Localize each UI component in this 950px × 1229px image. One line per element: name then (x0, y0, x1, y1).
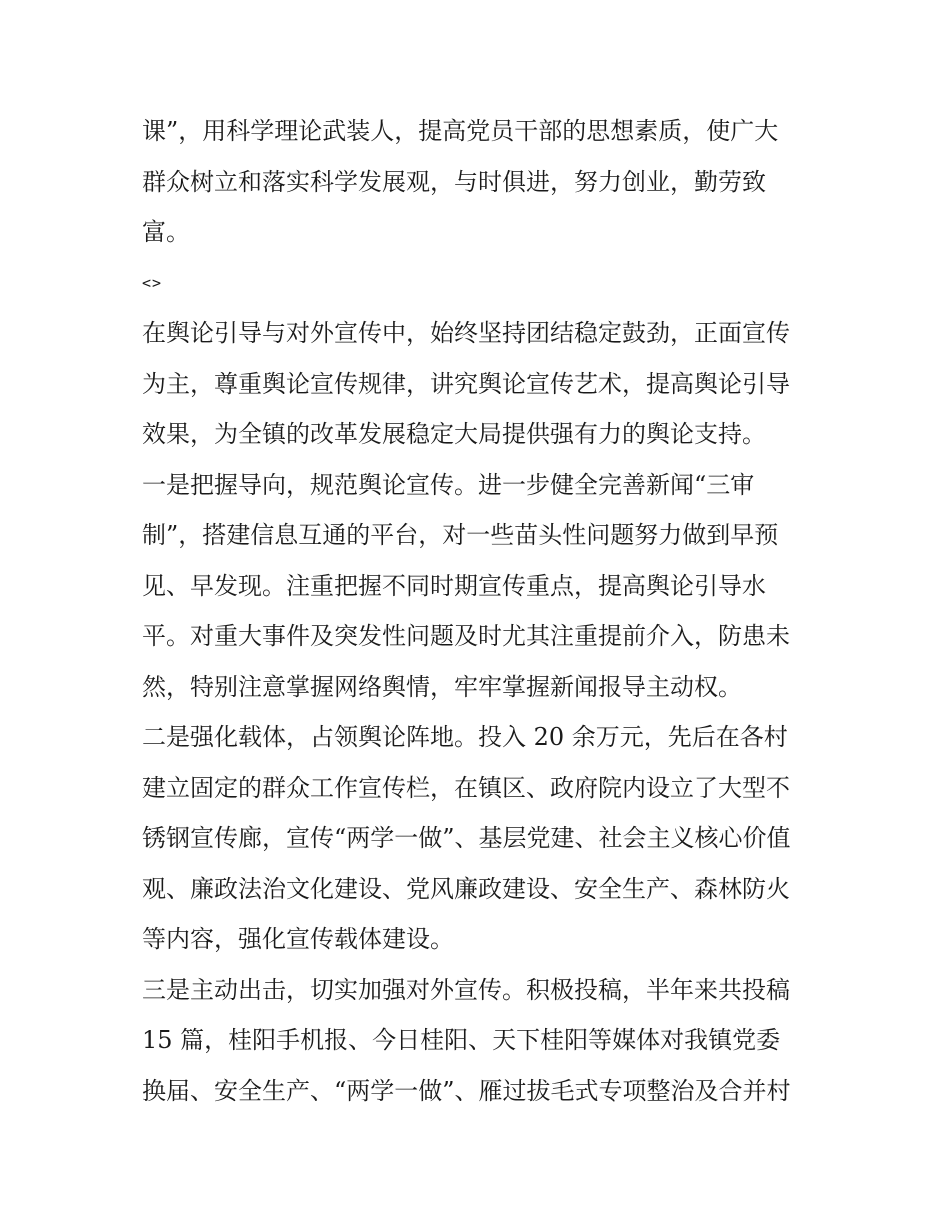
text-line: 富。 (142, 218, 190, 246)
text-line: 平。对重大事件及突发性问题及时尤其注重提前介入，防患未 (142, 622, 790, 650)
section-marker: <> (142, 273, 163, 292)
text-line: 一是把握导向，规范舆论宣传。进一步健全完善新闻“三审 (142, 470, 755, 499)
text-line: 在舆论引导与对外宣传中，始终坚持团结稳定鼓劲，正面宣传 (142, 319, 790, 347)
text-line: 效果，为全镇的改革发展稳定大局提供强有力的舆论支持。 (142, 420, 766, 448)
text-line: 为主，尊重舆论宣传规律，讲究舆论宣传艺术，提高舆论引导 (142, 369, 790, 398)
document-body (142, 106, 822, 1116)
text-line: 课”，用科学理论武装人，提高党员干部的思想素质，使广大 (142, 117, 779, 145)
text-line: 群众树立和落实科学发展观，与时俱进，努力创业，勤劳致 (142, 167, 766, 196)
text-line: 观、廉政法治文化建设、党风廉政建设、安全生产、森林防火 (142, 874, 790, 903)
text-line: 然，特别注意掌握网络舆情，牢牢掌握新闻报导主动权。 (142, 672, 742, 701)
text-line: 15 篇，桂阳手机报、今日桂阳、天下桂阳等媒体对我镇党委 (142, 1026, 781, 1054)
text-line: 建立固定的群众工作宣传栏，在镇区、政府院内设立了大型不 (142, 773, 790, 802)
text-line: 三是主动出击，切实加强对外宣传。积极投稿，半年来共投稿 (142, 975, 790, 1004)
text-line: 锈钢宣传廊，宣传“两学一做”、基层党建、社会主义核心价值 (142, 824, 791, 852)
text-line: 换届、安全生产、“两学一做”、雁过拔毛式专项整治及合并村 (142, 1076, 791, 1105)
text-line: 等内容，强化宣传载体建设。 (142, 925, 454, 953)
text-line: 见、早发现。注重把握不同时期宣传重点，提高舆论引导水 (142, 571, 766, 600)
text-line: 制”，搭建信息互通的平台，对一些苗头性问题努力做到早预 (142, 521, 779, 549)
text-line: 二是强化载体，占领舆论阵地。投入 20 余万元，先后在各村 (142, 723, 788, 751)
